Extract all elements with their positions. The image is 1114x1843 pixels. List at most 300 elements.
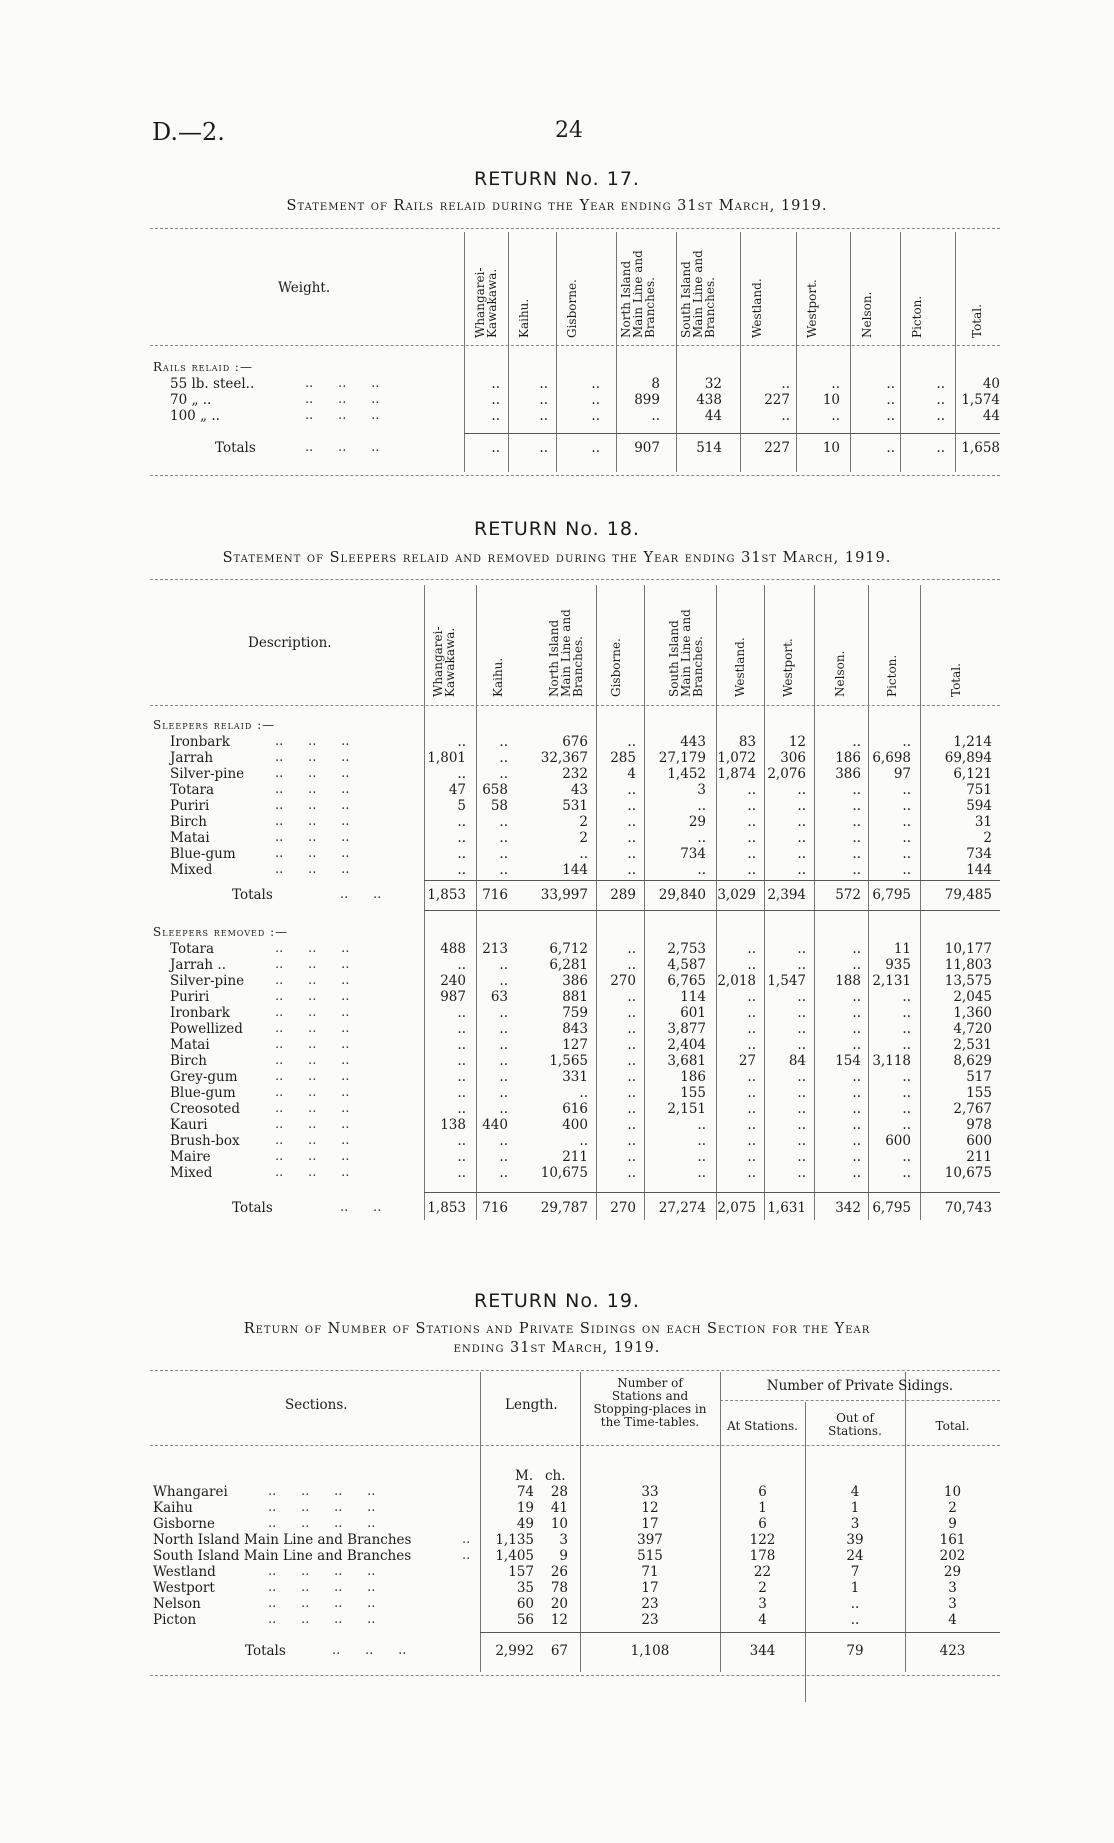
table-cell: .. (747, 1069, 756, 1085)
table-cell: .. (747, 862, 756, 878)
section-label: Sleepers removed :— (153, 925, 289, 939)
table-cell: .. (852, 957, 861, 973)
table-cell: 438 (696, 392, 722, 408)
column-rule (850, 232, 851, 472)
table-cell: 4 (627, 766, 636, 782)
table-cell: .. (651, 408, 660, 424)
table-cell: .. (902, 1085, 911, 1101)
sidings-total: 9 (948, 1516, 957, 1532)
stations-count: 33 (641, 1484, 659, 1500)
sidings-at-stations: 122 (749, 1532, 776, 1548)
table-cell: .. (747, 1149, 756, 1165)
sidings-total: 2 (948, 1500, 957, 1516)
table-cell: 211 (966, 1149, 992, 1165)
length-miles: 74 (516, 1484, 534, 1500)
table-cell: .. (457, 814, 466, 830)
section-label: Sleepers relaid :— (153, 718, 276, 732)
column-header: Westland. (750, 278, 764, 338)
row-label: Kauri (170, 1117, 208, 1133)
table-cell: 881 (562, 989, 588, 1005)
table-cell: .. (797, 798, 806, 814)
row-label: Whangarei (153, 1484, 228, 1500)
table-cell: .. (499, 1021, 508, 1037)
table-cell: 2,531 (953, 1037, 992, 1053)
table-cell: 600 (885, 1133, 911, 1149)
table-cell: .. (902, 1101, 911, 1117)
table-cell: .. (457, 1069, 466, 1085)
sidings-total: 202 (939, 1548, 966, 1564)
table-cell: 3,118 (872, 1053, 911, 1069)
sidings-at-stations: 22 (753, 1564, 772, 1580)
column-rule (616, 232, 617, 472)
table-cell: .. (457, 1133, 466, 1149)
row-label: Matai (170, 830, 210, 846)
leader-dots: .. .. .. (275, 798, 350, 813)
return-19-statement-line1: Return of Number of Stations and Private Sidings on each Section for the Year (243, 1321, 871, 1337)
leader-dots: .. .. .. (275, 1117, 350, 1132)
table-cell: 899 (634, 392, 660, 408)
table-cell: 43 (570, 782, 588, 798)
table-cell: 676 (562, 734, 588, 750)
table-cell: .. (627, 1165, 636, 1181)
rule (150, 475, 1000, 476)
column-header: Kaihu. (517, 298, 531, 338)
table-cell: .. (852, 989, 861, 1005)
table-cell: 44 (704, 408, 722, 424)
row-label: Jarrah (170, 750, 214, 766)
table-cell: 186 (835, 750, 861, 766)
table-cell: 2 (983, 830, 992, 846)
row-label: Totara (170, 782, 215, 798)
table-cell: 2,045 (953, 989, 992, 1005)
table-cell: 601 (680, 1005, 706, 1021)
table-cell: .. (499, 814, 508, 830)
table-cell: .. (852, 1101, 861, 1117)
length-miles: 60 (516, 1596, 534, 1612)
rule (150, 705, 1000, 706)
row-label: Puriri (170, 798, 210, 814)
length-chains: 3 (559, 1532, 568, 1548)
rule (150, 228, 1000, 229)
unit-miles: M. (515, 1468, 534, 1484)
leader-dots: .. .. .. (305, 408, 380, 423)
table-cell: .. (539, 376, 548, 392)
column-header: South Island Main Line and Branches. (679, 250, 717, 338)
stations-count: 1,108 (630, 1643, 670, 1659)
table-cell: 11,803 (944, 957, 992, 973)
leader-dots: .. (462, 1532, 471, 1547)
table-cell: .. (491, 392, 500, 408)
table-cell: .. (579, 1133, 588, 1149)
table-cell: .. (902, 830, 911, 846)
rule (150, 1370, 1000, 1371)
sidings-total: 3 (948, 1580, 957, 1596)
table-cell: .. (499, 862, 508, 878)
table-cell: 1,853 (427, 1200, 466, 1216)
length-chains: 67 (550, 1643, 568, 1659)
leader-dots: .. .. .. (275, 973, 350, 988)
sidings-at-stations: 1 (758, 1500, 767, 1516)
table-cell: .. (457, 766, 466, 782)
row-label: Kaihu (153, 1500, 193, 1516)
row-label: Jarrah .. (170, 957, 226, 973)
length-miles: 19 (516, 1500, 534, 1516)
table-cell: 2 (579, 814, 588, 830)
table-cell: .. (886, 376, 895, 392)
table-cell: .. (747, 1133, 756, 1149)
leader-dots: .. .. .. (275, 1053, 350, 1068)
table-cell: .. (747, 1005, 756, 1021)
column-rule (955, 232, 956, 472)
leader-dots: .. .. .. (275, 1037, 350, 1052)
table-cell: 285 (610, 750, 636, 766)
table-cell: .. (886, 392, 895, 408)
table-cell: .. (852, 846, 861, 862)
row-label: Creosoted (170, 1101, 241, 1117)
table-cell: 594 (966, 798, 992, 814)
table-cell: .. (539, 440, 548, 456)
table-cell: .. (747, 1021, 756, 1037)
table-cell: .. (902, 1021, 911, 1037)
rule (424, 910, 1000, 911)
table-cell: 386 (562, 973, 588, 989)
stations-count: 515 (637, 1548, 663, 1564)
table-cell: 10,675 (540, 1165, 588, 1181)
row-label: Ironbark (170, 734, 230, 750)
table-cell: 1,874 (717, 766, 756, 782)
table-cell: .. (886, 408, 895, 424)
rule (150, 345, 1000, 346)
table-cell: .. (499, 750, 508, 766)
row-label: Mixed (170, 862, 213, 878)
rule (150, 1675, 1000, 1676)
table-cell: 31 (974, 814, 992, 830)
table-cell: 342 (835, 1200, 861, 1216)
column-rule (740, 232, 741, 472)
rule (480, 1632, 1000, 1633)
table-cell: 1,574 (961, 392, 1000, 408)
table-cell: .. (852, 1069, 861, 1085)
column-header: Picton. (885, 654, 899, 697)
table-cell: .. (627, 1133, 636, 1149)
table-cell: .. (797, 989, 806, 1005)
return-18-heading: RETURN No. 18. (474, 518, 640, 540)
table-cell: 572 (835, 887, 861, 903)
rule (424, 1192, 1000, 1193)
table-cell: 600 (966, 1133, 992, 1149)
totals-label: Totals (245, 1643, 286, 1659)
table-cell: 127 (562, 1037, 588, 1053)
table-cell: 1,565 (549, 1053, 588, 1069)
table-cell: 44 (982, 408, 1000, 424)
table-cell: .. (747, 989, 756, 1005)
table-cell: .. (591, 408, 600, 424)
table-cell: .. (499, 1005, 508, 1021)
leader-dots: .. .. .. (275, 766, 350, 781)
leader-dots: .. .. .. (275, 1133, 350, 1148)
leader-dots: .. .. .. (275, 782, 350, 797)
table-cell: .. (936, 408, 945, 424)
private-sidings-header: Number of Private Sidings. (766, 1378, 954, 1394)
column-header: Whangarei- Kawakawa. (431, 626, 457, 697)
length-miles: 35 (516, 1580, 534, 1596)
stations-count: 23 (641, 1612, 659, 1628)
table-cell: .. (902, 1165, 911, 1181)
table-cell: 2,075 (717, 1200, 756, 1216)
sidings-total: 161 (939, 1532, 966, 1548)
table-cell: 3,877 (667, 1021, 706, 1037)
row-label: Totara (170, 941, 215, 957)
table-cell: .. (781, 376, 790, 392)
table-cell: 83 (738, 734, 756, 750)
table-cell: .. (697, 830, 706, 846)
row-label: North Island Main Line and Branches (153, 1532, 412, 1548)
column-header: Nelson. (860, 291, 874, 338)
table-cell: 716 (482, 887, 508, 903)
table-cell: 2,404 (667, 1037, 706, 1053)
return-17-statement: Statement of Rails relaid during the Year ending 31st March, 1919. (286, 198, 828, 214)
table-cell: .. (591, 392, 600, 408)
table-cell: .. (627, 1101, 636, 1117)
length-miles: 1,405 (495, 1548, 534, 1564)
table-cell: .. (747, 941, 756, 957)
column-rule (556, 232, 557, 472)
table-cell: .. (797, 1069, 806, 1085)
table-cell: .. (457, 830, 466, 846)
table-cell: 386 (835, 766, 861, 782)
table-cell: .. (457, 1053, 466, 1069)
table-cell: 443 (680, 734, 706, 750)
leader-dots: .. .. .. (275, 814, 350, 829)
table-cell: .. (902, 1005, 911, 1021)
table-cell: .. (747, 782, 756, 798)
length-miles: 2,992 (495, 1643, 534, 1659)
table-cell: .. (499, 1101, 508, 1117)
weight-header: Weight. (278, 280, 331, 296)
description-header: Description. (248, 635, 332, 651)
table-cell: 716 (482, 1200, 508, 1216)
table-cell: 2,076 (767, 766, 806, 782)
column-header: North Island Main Line and Branches. (619, 250, 657, 338)
sidings-out-of-stations: 4 (850, 1484, 860, 1500)
table-cell: .. (499, 1085, 508, 1101)
table-cell: .. (902, 734, 911, 750)
table-cell: .. (499, 1149, 508, 1165)
sidings-out-of-stations: 24 (846, 1548, 864, 1564)
table-cell: 69,894 (944, 750, 992, 766)
table-cell: 155 (966, 1085, 992, 1101)
table-cell: .. (747, 1085, 756, 1101)
leader-dots: .. .. .. (275, 957, 350, 972)
table-cell: .. (852, 941, 861, 957)
table-cell: 306 (780, 750, 806, 766)
row-label: 100 „ .. (170, 408, 220, 424)
leader-dots: .. .. .. (275, 750, 350, 765)
table-cell: .. (852, 1165, 861, 1181)
table-cell: 3,029 (717, 887, 756, 903)
table-cell: .. (852, 814, 861, 830)
column-header: South Island Main Line and Branches. (667, 609, 705, 697)
table-cell: .. (886, 440, 895, 456)
table-cell: 843 (562, 1021, 588, 1037)
row-label: Westland (153, 1564, 216, 1580)
table-cell: 2,151 (667, 1101, 706, 1117)
table-cell: .. (457, 1021, 466, 1037)
table-cell: .. (627, 1021, 636, 1037)
table-cell: .. (627, 734, 636, 750)
table-cell: 227 (764, 440, 790, 456)
table-cell: 6,121 (953, 766, 992, 782)
page-number: 24 (555, 118, 583, 143)
row-label: Picton (153, 1612, 197, 1628)
stations-count: 397 (637, 1532, 663, 1548)
table-cell: .. (797, 814, 806, 830)
table-cell: 4,720 (953, 1021, 992, 1037)
table-cell: 8 (651, 376, 660, 392)
leader-dots: .. .. .. .. (268, 1596, 376, 1611)
length-chains: 26 (550, 1564, 568, 1580)
column-header: Westland. (733, 637, 747, 697)
return-19-heading: RETURN No. 19. (474, 1290, 640, 1312)
leader-dots: .. .. .. (332, 1643, 407, 1658)
table-cell: 1,801 (427, 750, 466, 766)
table-cell: 10,675 (944, 1165, 992, 1181)
table-cell: 188 (835, 973, 861, 989)
row-label: Nelson (153, 1596, 201, 1612)
table-cell: .. (457, 957, 466, 973)
table-cell: 1,631 (767, 1200, 806, 1216)
table-cell: 144 (562, 862, 588, 878)
table-cell: 27 (738, 1053, 756, 1069)
column-header: Nelson. (833, 650, 847, 697)
table-cell: .. (797, 782, 806, 798)
table-cell: 3,681 (667, 1053, 706, 1069)
table-cell: .. (852, 1133, 861, 1149)
table-cell: .. (499, 1037, 508, 1053)
table-cell: .. (627, 1149, 636, 1165)
table-cell: 154 (835, 1053, 861, 1069)
column-header: Total. (949, 663, 963, 697)
table-cell: .. (747, 814, 756, 830)
table-cell: 155 (680, 1085, 706, 1101)
row-label: Birch (170, 1053, 207, 1069)
table-cell: .. (457, 1085, 466, 1101)
table-cell: 40 (982, 376, 1000, 392)
table-cell: .. (499, 1053, 508, 1069)
table-cell: .. (627, 798, 636, 814)
table-cell: .. (852, 830, 861, 846)
leader-dots: .. .. .. (275, 830, 350, 845)
table-cell: .. (852, 782, 861, 798)
length-chains: 41 (550, 1500, 568, 1516)
page-reference: D.—2. (152, 118, 225, 146)
column-header: Westport. (805, 279, 819, 338)
table-cell: 517 (966, 1069, 992, 1085)
rule (150, 1445, 1000, 1446)
table-cell: .. (797, 1037, 806, 1053)
leader-dots: .. .. .. .. (268, 1484, 376, 1499)
table-cell: .. (797, 1005, 806, 1021)
leader-dots: .. .. .. .. (268, 1612, 376, 1627)
table-cell: .. (902, 1117, 911, 1133)
row-label: Brush-box (170, 1133, 240, 1149)
table-cell: 33,997 (540, 887, 588, 903)
column-rule (464, 232, 465, 472)
table-cell: .. (797, 1149, 806, 1165)
stations-count: 12 (641, 1500, 659, 1516)
table-cell: 84 (788, 1053, 806, 1069)
table-cell: .. (627, 814, 636, 830)
table-cell: .. (797, 862, 806, 878)
table-cell: 907 (634, 440, 660, 456)
table-cell: 27,179 (658, 750, 706, 766)
table-cell: .. (499, 973, 508, 989)
table-cell: .. (852, 1149, 861, 1165)
table-cell: 144 (966, 862, 992, 878)
table-cell: .. (747, 1101, 756, 1117)
row-label: Silver-pine (170, 766, 245, 782)
column-header: Kaihu. (491, 657, 505, 697)
table-cell: .. (627, 862, 636, 878)
column-header: Gisborne. (565, 279, 579, 338)
length-miles: 56 (516, 1612, 534, 1628)
section-label: Rails relaid :— (153, 360, 253, 374)
leader-dots: .. .. .. (275, 1149, 350, 1164)
table-cell: .. (797, 1085, 806, 1101)
table-cell: .. (797, 1133, 806, 1149)
leader-dots: .. .. (340, 887, 382, 902)
stations-header: Number of Stations and Stopping-places in the Time-tables. (593, 1376, 707, 1429)
table-cell: .. (457, 1037, 466, 1053)
table-cell: .. (627, 782, 636, 798)
table-cell: 232 (562, 766, 588, 782)
table-cell: 400 (562, 1117, 588, 1133)
table-cell: 10 (822, 440, 840, 456)
table-cell: .. (902, 798, 911, 814)
sidings-total: 3 (948, 1596, 957, 1612)
at-stations-header: At Stations. (727, 1419, 798, 1433)
leader-dots: .. (462, 1548, 471, 1563)
table-cell: .. (852, 1085, 861, 1101)
table-cell: 114 (680, 989, 706, 1005)
table-cell: 531 (562, 798, 588, 814)
leader-dots: .. .. .. (275, 1085, 350, 1100)
row-label: Grey-gum (170, 1069, 238, 1085)
table-cell: .. (902, 1149, 911, 1165)
row-label: Blue-gum (170, 1085, 236, 1101)
table-cell: .. (797, 846, 806, 862)
table-cell: .. (831, 376, 840, 392)
table-cell: 213 (482, 941, 508, 957)
row-label: Birch (170, 814, 207, 830)
length-miles: 1,135 (495, 1532, 534, 1548)
table-cell: .. (627, 1005, 636, 1021)
table-cell: 138 (440, 1117, 466, 1133)
table-cell: 27,274 (658, 1200, 706, 1216)
table-cell: .. (499, 1165, 508, 1181)
table-cell: .. (797, 830, 806, 846)
totals-label: Totals (232, 887, 273, 903)
table-cell: 6,795 (872, 1200, 911, 1216)
table-cell: 658 (482, 782, 508, 798)
leader-dots: .. .. .. .. (268, 1564, 376, 1579)
leader-dots: .. .. .. (275, 989, 350, 1004)
table-cell: .. (797, 941, 806, 957)
leader-dots: .. .. .. (305, 392, 380, 407)
table-cell: 79,485 (944, 887, 992, 903)
column-header: North Island Main Line and Branches. (547, 609, 585, 697)
table-cell: 11 (893, 941, 911, 957)
